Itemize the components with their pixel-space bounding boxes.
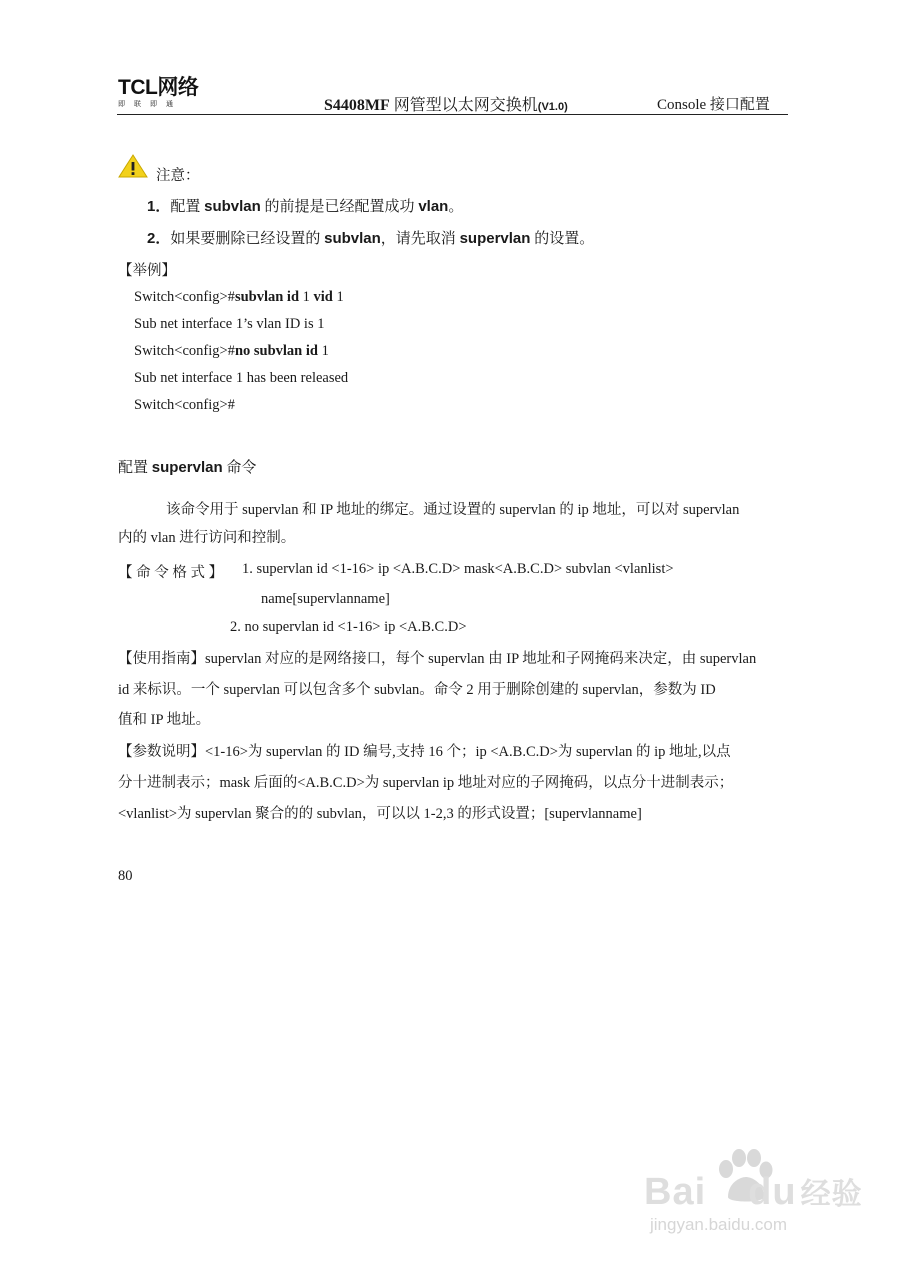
param-line: 分十进制表示；mask 后面的<A.B.C.D>为 supervlan ip 地址对应的子网掩码，以点分十进制表示； (118, 775, 734, 791)
warning-icon (118, 154, 148, 178)
code-line: Switch<config># (134, 397, 235, 413)
guide-line: 值和 IP 地址。 (118, 712, 211, 728)
param-line: 【参数说明】<1-16>为 supervlan 的 ID 编号,支持 16 个；ip <A.B.C.D>为 supervlan 的 ip 地址,以点 (118, 744, 731, 760)
format-line: 1. supervlan id <1-16> ip <A.B.C.D> mask<A.B.C.D> subvlan <vlanlist> (242, 561, 674, 577)
baidu-jingyan-watermark (644, 1135, 894, 1255)
header-divider (117, 114, 788, 115)
code-arg: 1 (299, 289, 314, 305)
note-keyword: vlan (418, 198, 449, 215)
note-keyword: subvlan (204, 198, 261, 215)
example-label: 【举例】 (118, 263, 176, 279)
title-cn: 网管型以太网交换机 (389, 97, 538, 114)
note-num: 2． (147, 230, 171, 247)
logo-text: TCL网络 (118, 76, 199, 99)
code-line: Sub net interface 1 has been released (134, 370, 349, 386)
code-command: subvlan id (234, 289, 300, 305)
note-text: 的设置。 (530, 231, 595, 247)
watermark-brand-du: du (748, 1171, 797, 1213)
guide-line: 【使用指南】supervlan 对应的是网络接口，每个 supervlan 由 IP 地址和子网掩码来决定，由 supervlan (118, 651, 757, 667)
intro-paragraph-line: 该命令用于 supervlan 和 IP 地址的绑定。通过设置的 supervlan 的 ip 地址，可以对 supervlan (166, 502, 740, 518)
guide-line: id 来标识。一个 supervlan 可以包含多个 subvlan。命令 2 用于删除创建的 supervlan，参数为 ID (118, 682, 716, 698)
note-num: 1． (147, 198, 171, 215)
page-number: 80 (118, 868, 133, 884)
logo-subtext: 即联即通 (118, 101, 182, 108)
chapter-name: Console 接口配置 (657, 97, 770, 113)
code-arg: 1 (332, 289, 344, 305)
note-text: ，请先取消 (380, 231, 460, 247)
version: (V1.0) (537, 101, 568, 113)
watermark-url: jingyan.baidu.com (650, 1215, 788, 1234)
format-label: 【 命 令 格 式 】 (118, 565, 224, 581)
section-title (118, 456, 256, 477)
code-command: vid (313, 289, 333, 305)
section-title-text: 命令 (222, 460, 257, 476)
note-text: 如果要删除已经设置的 (170, 231, 325, 247)
model-name: S4408MF (324, 97, 390, 114)
code-line (134, 343, 329, 360)
code-line (134, 289, 344, 306)
code-prompt: Switch<config># (134, 343, 235, 359)
note-text: 配置 (170, 199, 205, 215)
watermark-brand: Bai (644, 1171, 707, 1213)
code-line: Sub net interface 1’s vlan ID is 1 (134, 316, 325, 332)
section-title-text: 配置 (118, 460, 152, 476)
code-arg: 1 (317, 343, 329, 359)
format-line: 2. no supervlan id <1-16> ip <A.B.C.D> (230, 619, 467, 635)
tcl-logo (118, 78, 198, 109)
note-keyword: subvlan (324, 230, 381, 247)
code-prompt: Switch<config># (134, 289, 235, 305)
note-keyword: supervlan (459, 230, 531, 247)
note-item-1 (147, 195, 463, 216)
note-item-2 (147, 227, 594, 248)
param-line: <vlanlist>为 supervlan 聚合的的 subvlan，可以以 1-2,3 的形式设置；[supervlanname] (118, 806, 642, 822)
watermark-brand-cn: 经验 (800, 1178, 863, 1211)
intro-paragraph-line: 内的 vlan 进行访问和控制。 (118, 530, 296, 546)
code-command: no subvlan id (234, 343, 318, 359)
note-text: 的前提是已经配置成功 (260, 199, 419, 215)
document-title (324, 92, 568, 115)
section-title-keyword: supervlan (151, 459, 223, 476)
note-text: 。 (448, 199, 464, 215)
note-label: 注意： (156, 168, 200, 184)
format-line: name[supervlanname] (261, 591, 390, 607)
